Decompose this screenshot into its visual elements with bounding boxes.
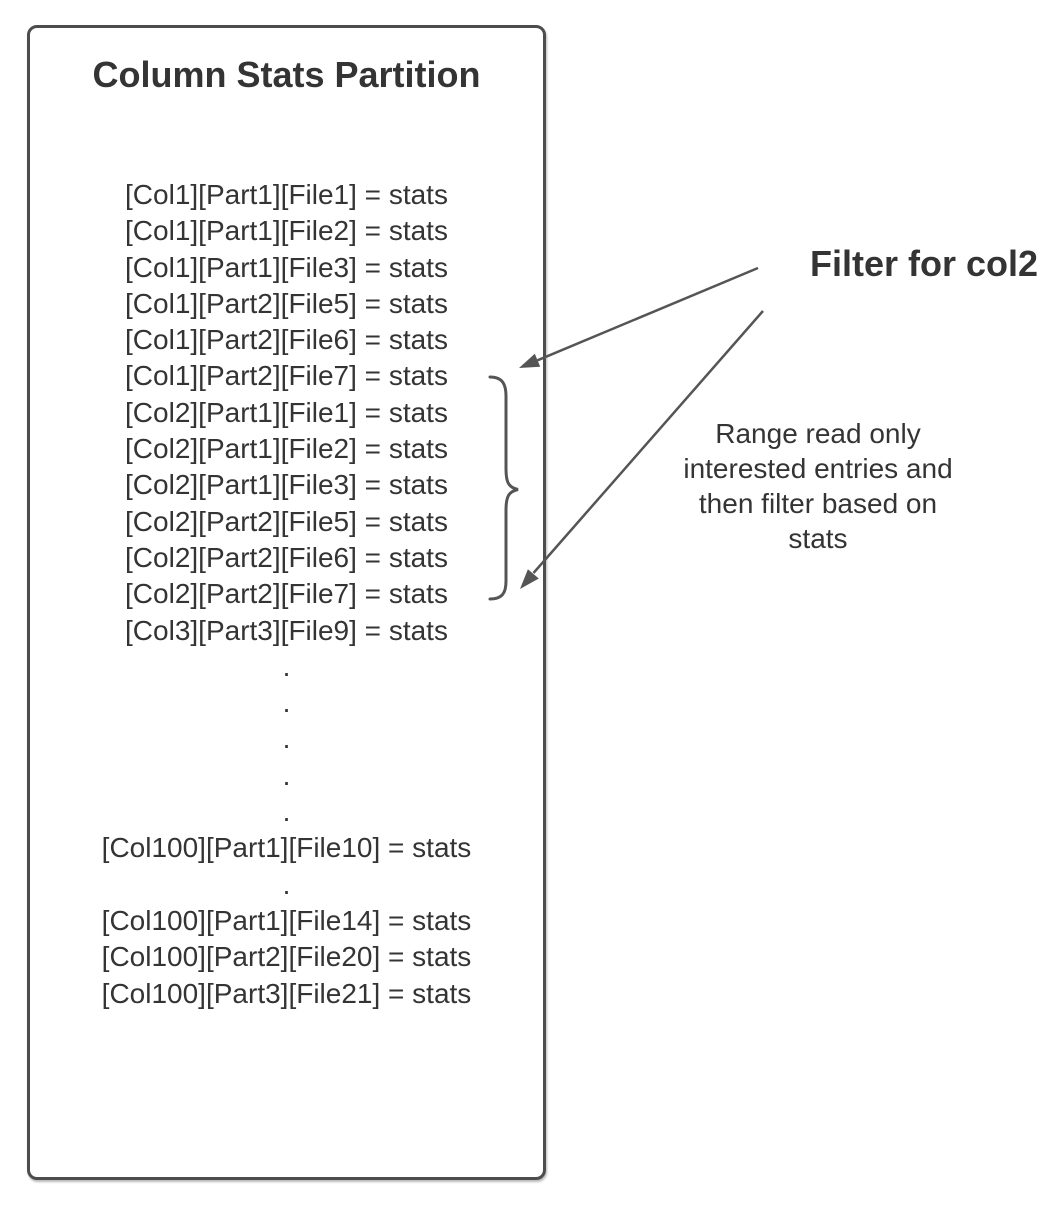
stats-entry: .	[282, 759, 291, 791]
stats-entry: [Col1][Part2][File5] = stats	[125, 287, 448, 319]
stats-entry: [Col2][Part2][File7] = stats	[125, 578, 448, 610]
range-read-note-line: interested entries and	[683, 453, 953, 484]
filter-for-col2-label: Filter for col2	[809, 243, 1039, 284]
stats-entry: [Col1][Part2][File6] = stats	[125, 324, 448, 356]
stats-entry: [Col2][Part1][File3] = stats	[125, 469, 448, 501]
stats-entry: .	[282, 796, 291, 828]
stats-entry: [Col1][Part1][File3] = stats	[125, 251, 448, 283]
range-read-note-line: Range read only	[715, 418, 921, 449]
stats-entry: .	[282, 650, 291, 682]
stats-entry: [Col2][Part1][File1] = stats	[125, 396, 448, 428]
stats-entry: [Col100][Part3][File21] = stats	[101, 977, 472, 1009]
stats-entry: [Col3][Part3][File9] = stats	[125, 614, 448, 646]
stats-entry: [Col100][Part1][File14] = stats	[101, 904, 472, 936]
range-read-note-line: then filter based on	[698, 488, 938, 519]
range-read-note-line: stats	[788, 523, 848, 554]
stats-entry: [Col1][Part2][File7] = stats	[125, 360, 448, 392]
stats-entries-list	[30, 177, 543, 1012]
stats-entry: [Col1][Part1][File2] = stats	[125, 215, 448, 247]
stats-entry: [Col1][Part1][File1] = stats	[125, 179, 448, 210]
filter-arrow-upper-icon	[519, 268, 758, 368]
stats-entry: .	[282, 868, 291, 900]
stats-entry: [Col2][Part2][File6] = stats	[125, 541, 448, 573]
stats-entry: .	[282, 723, 291, 755]
column-stats-partition-box	[27, 25, 546, 1180]
stats-entry: .	[282, 687, 291, 719]
stats-entry: [Col100][Part1][File10] = stats	[101, 832, 472, 864]
stats-entry: [Col100][Part2][File20] = stats	[101, 941, 472, 973]
range-read-note	[658, 416, 978, 556]
partition-box-title: Column Stats Partition	[92, 54, 481, 95]
stats-entry: [Col2][Part2][File5] = stats	[125, 505, 448, 537]
stats-entry: [Col2][Part1][File2] = stats	[125, 433, 448, 465]
